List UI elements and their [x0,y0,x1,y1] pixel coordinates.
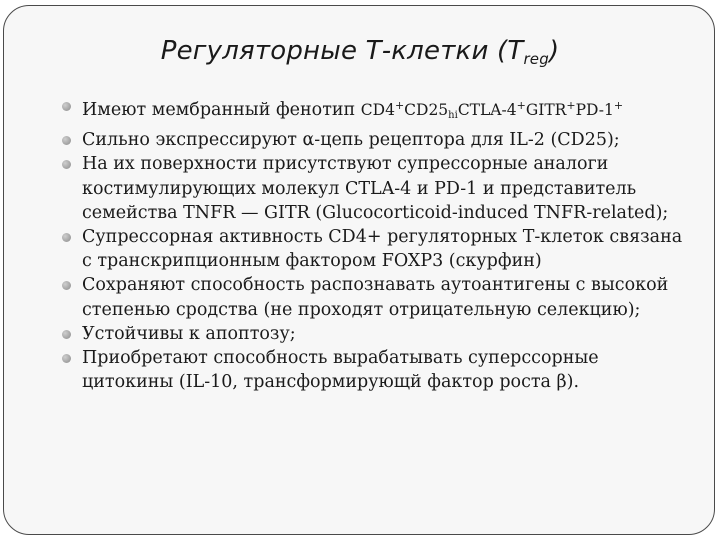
bullet-item-surface: На их поверхности присутствуют супрессорные аналоги костимулирующих молекул CTLA-4 и PD-1 и представитель семейства TNFR — GITR (Glucocorticoid-induced TNFR-related); [68,152,688,225]
phenotype-ctla4: CTLA-4 [457,101,517,119]
bullet-item-phenotype [68,94,688,128]
phenotype-sub: hi [448,110,458,121]
bullet-item-foxp3: Супрессорная активность CD4+ регуляторных Т-клеток связана с транскрипционным фактором FOXP3 (скурфин) [68,225,688,273]
phenotype-sup: + [613,99,624,112]
phenotype-cd25: CD25 [404,101,449,119]
bullet-item-apoptosis: Устойчивы к апоптозу; [68,322,688,346]
bullet-text: Имеют мембранный фенотип [82,100,361,120]
title-close: ) [548,36,560,66]
bullet-item-cd25: Сильно экспрессируют α-цепь рецептора для IL-2 (CD25); [68,128,688,152]
phenotype-sup: + [394,99,405,112]
phenotype-pd1: PD-1 [575,101,614,119]
phenotype-formula [361,101,623,119]
phenotype-sup: + [516,99,526,112]
title-subscript: reg [523,50,549,68]
phenotype-sup: + [566,99,576,112]
phenotype-gitr: GITR [525,101,567,119]
phenotype-cd4: CD4 [360,101,395,119]
slide-title [0,36,720,68]
title-text: Регуляторные Т-клетки (T [160,36,524,66]
bullet-item-autoantigens: Сохраняют способность распознавать аутоантигены с высокой степенью сродства (не проходят отрицательную селекцию); [68,273,688,321]
bullet-list [68,94,688,394]
bullet-item-cytokines: Приобретают способность вырабатывать суперссорные цитокины (IL-10, трансформирующй фактор роста β). [68,346,688,394]
